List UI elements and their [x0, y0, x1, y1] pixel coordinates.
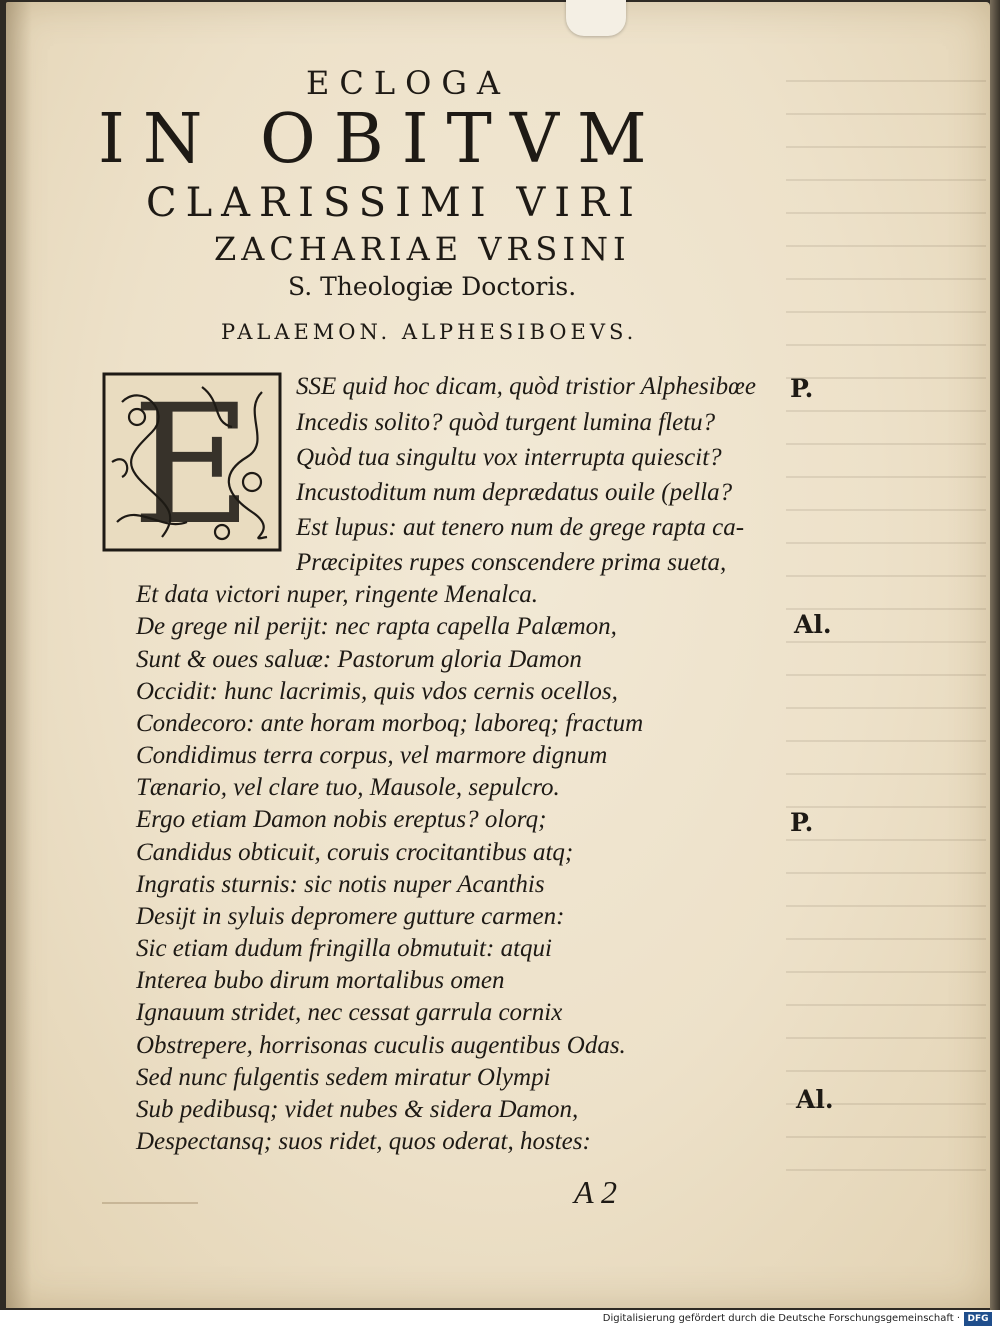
verse-line: Ignauum stridet, nec cessat garrula cornix — [136, 999, 563, 1026]
verse-line: Sunt & oues saluæ: Pastorum gloria Damon — [136, 646, 582, 673]
verse-line: Interea bubo dirum mortalibus omen — [136, 967, 505, 994]
verse-line: Sed nunc fulgentis sedem miratur Olympi — [136, 1064, 551, 1091]
title-line-theologiae-doctoris: S. Theologiæ Doctoris. — [288, 272, 577, 301]
signature-mark: A 2 — [574, 1174, 617, 1210]
verse-line: Sic etiam dudum fringilla obmutuit: atqui — [136, 935, 552, 962]
initial-letter: E — [131, 372, 253, 552]
verse-line: Occidit: hunc lacrimis, quis vdos cernis ocellos, — [136, 678, 618, 705]
book-page — [6, 2, 990, 1308]
verse-line: Est lupus: aut tenero num de grege rapta ca- — [296, 514, 745, 541]
speaker-mark: P. — [790, 808, 814, 837]
decorated-initial-e — [102, 372, 282, 552]
verse-line: De grege nil perijt: nec rapta capella Palæmon, — [136, 613, 617, 640]
verse-line: Tænario, vel clare tuo, Mausole, sepulcro. — [136, 774, 560, 801]
speaker-mark: Al. — [796, 1085, 834, 1114]
verse-line: Ingratis sturnis: sic notis nuper Acanthis — [136, 871, 545, 898]
verse-line: Condidimus terra corpus, vel marmore dignum — [136, 742, 608, 769]
title-line-clarissimi-viri: CLARISSIMI VIRI — [146, 180, 643, 226]
title-line-speakers: PALAEMON. ALPHESIBOEVS. — [221, 320, 638, 344]
verse-line: Ergo etiam Damon nobis ereptus? olorq; — [136, 806, 547, 833]
verse-line: Præcipites rupes conscendere prima sueta, — [296, 549, 727, 576]
verse-line: Despectansq; suos ridet, quos oderat, hostes: — [136, 1128, 591, 1155]
book-edge — [990, 0, 1000, 1310]
title-line-in-obitum: IN OBITVM — [98, 100, 665, 179]
speaker-mark: P. — [790, 374, 814, 403]
verse-line: Incustoditum num deprædatus ouile (pella? — [296, 479, 733, 506]
verse-line: Sub pedibusq; videt nubes & sidera Damon, — [136, 1096, 579, 1123]
verse-line: Condecoro: ante horam morboq; laboreq; fractum — [136, 710, 644, 737]
page-tab — [566, 0, 626, 36]
verse-line: Obstrepere, horrisonas cuculis augentibus Odas. — [136, 1032, 626, 1059]
title-line-zachariae-ursini: ZACHARIAE VRSINI — [214, 230, 631, 268]
verse-line: Et data victori nuper, ringente Menalca. — [136, 581, 539, 608]
verse-line: Desijt in syluis depromere gutture carmen: — [136, 903, 565, 930]
library-stamp — [102, 1180, 198, 1204]
title-line-ecloga: ECLOGA — [306, 64, 510, 102]
footer-bar — [0, 1310, 1000, 1330]
verse-line: Candidus obticuit, coruis crocitantibus atq; — [136, 839, 574, 866]
verse-line: Incedis solito? quòd turgent lumina fletu? — [296, 409, 716, 436]
verse-line: Quòd tua singultu vox interrupta quiescit? — [296, 444, 722, 471]
funding-notice: Digitalisierung gefördert durch die Deutsche Forschungsgemeinschaft · — [602, 1313, 960, 1324]
verse-line: SSE quid hoc dicam, quòd tristior Alphesibœe — [296, 373, 756, 400]
speaker-mark: Al. — [794, 610, 832, 639]
dfg-logo: DFG — [964, 1312, 992, 1326]
